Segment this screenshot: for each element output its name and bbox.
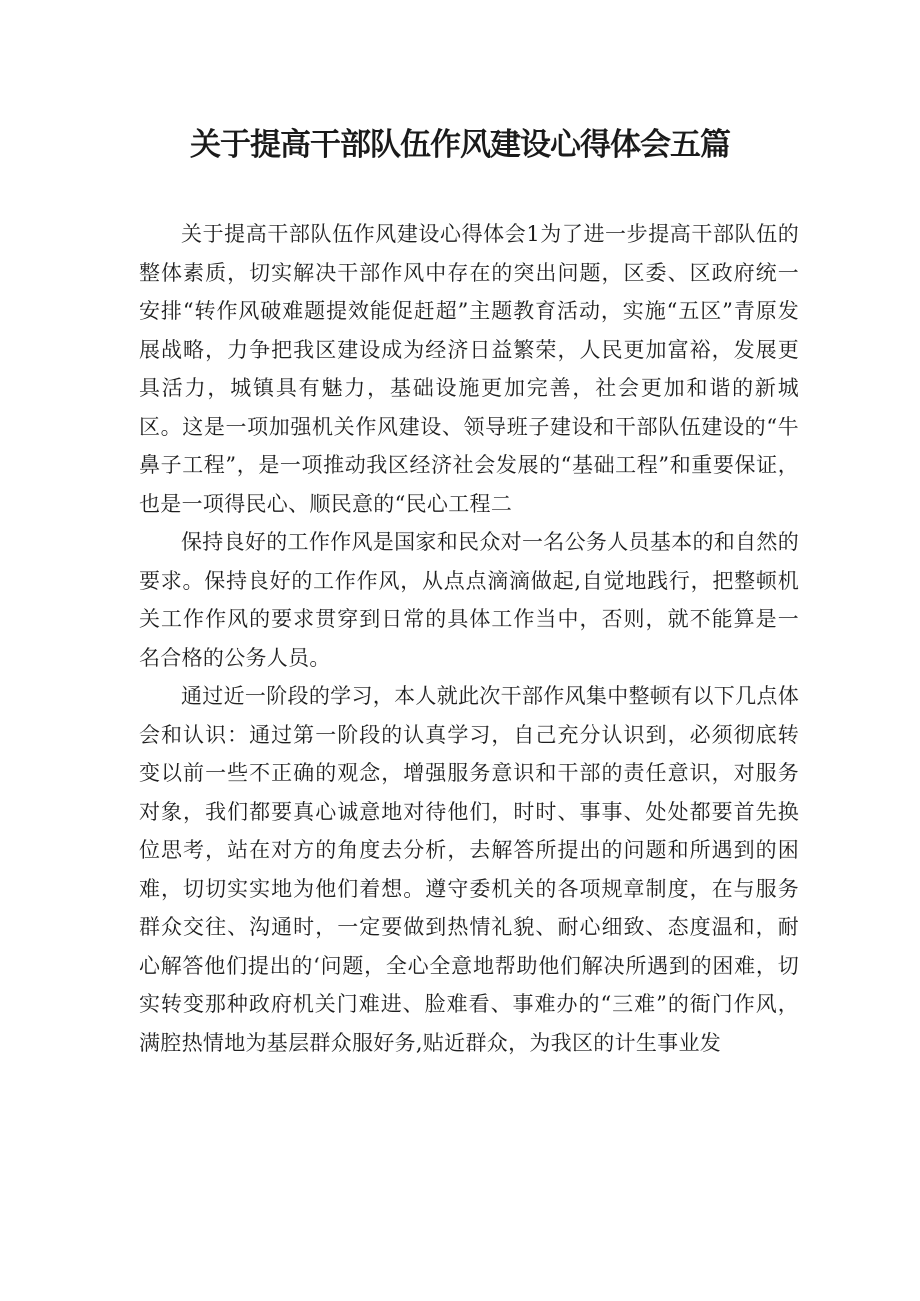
document-body <box>139 215 799 1062</box>
paragraph-3: 通过近一阶段的学习，本人就此次干部作风集中整顿有以下几点体会和认识：通过第一阶段的认真学习，自己充分认识到，必须彻底转变以前一些不正确的观念，增强服务意识和干部的责任意识，对服务对象，我们都要真心诚意地对待他们，时时、事事、处处都要首先换位思考，站在对方的角度去分析，去解答所提出的问题和所遇到的困难，切切实实地为他们着想。遵守委机关的各项规章制度，在与服务群众交往、沟通时，一定要做到热情礼貌、耐心细致、态度温和，耐心解答他们提出的‘问题，全心全意地帮助他们解决所遇到的困难，切实转变那种政府机关门难进、脸难看、事难办的“三难”的衙门作风，满腔热情地为基层群众服好务,贴近群众，为我区的计生事业发 <box>139 684 799 1055</box>
paragraph-2: 保持良好的工作作风是国家和民众对一名公务人员基本的和自然的要求。保持良好的工作作风，从点点滴滴做起,自觉地践行，把整顿机关工作作风的要求贯穿到日常的具体工作当中，否则，就不能算是一名合格的公务人员。 <box>139 530 799 670</box>
paragraph-1: 关于提高干部队伍作风建设心得体会1为了进一步提高干部队伍的整体素质，切实解决干部作风中存在的突出问题，区委、区政府统一安排“转作风破难题提效能促赶超”主题教育活动，实施“五区”青原发展战略，力争把我区建设成为经济日益繁荣，人民更加富裕，发展更具活力，城镇具有魅力，基础设施更加完善，社会更加和谐的新城区。这是一项加强机关作风建设、领导班子建设和干部队伍建设的“牛鼻子工程”，是一项推动我区经济社会发展的“基础工程”和重要保证，也是一项得民心、顺民意的“民心工程二 <box>139 222 799 516</box>
document-title: 关于提高干部队伍作风建设心得体会五篇 <box>190 127 730 163</box>
